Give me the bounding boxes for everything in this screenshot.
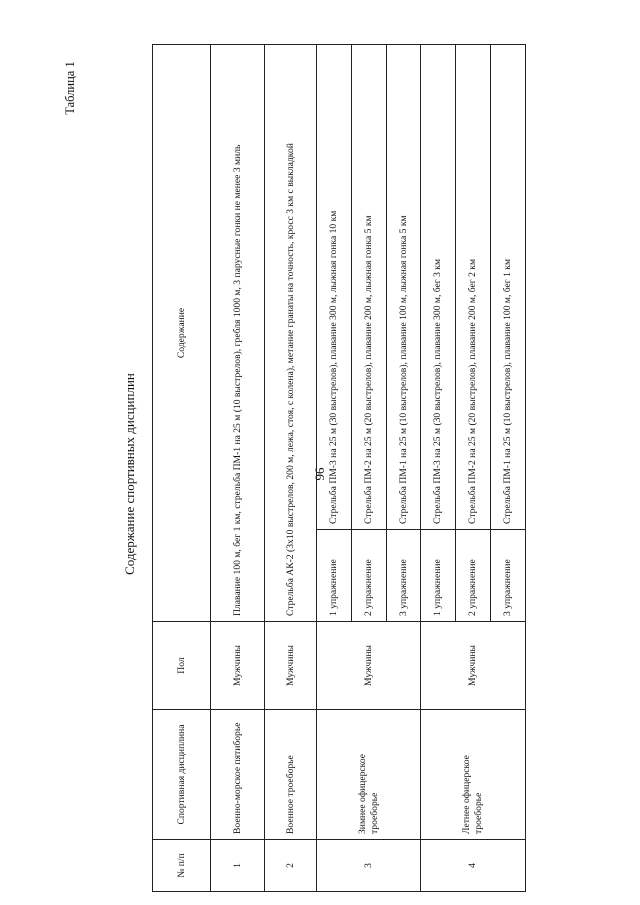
row-number: 2 <box>265 840 317 892</box>
row-discipline: Зимнее офицерское троеборье <box>317 710 421 840</box>
row-sex: Мужчины <box>211 622 265 710</box>
document-title: Содержание спортивных дисциплин <box>122 373 137 575</box>
table-row <box>265 45 317 892</box>
table-row <box>211 45 265 892</box>
row-number: 3 <box>317 840 421 892</box>
exercise-content: Стрельба ПМ-1 на 25 м (10 выстрелов), плавание 100 м, бег 1 км <box>491 45 526 530</box>
row-discipline: Летнее офицерское троеборье <box>421 710 526 840</box>
table-row <box>317 45 352 892</box>
table-label: Таблица 1 <box>63 61 77 115</box>
exercise-content: Стрельба ПМ-2 на 25 м (20 выстрелов), плавание 200 м, бег 2 км <box>456 45 491 530</box>
table-header-row <box>153 45 211 892</box>
row-content: Стрельба АК-2 (3х10 выстрелов, 200 м, лежа, стоя, с колена), метание гранаты на точность, кросс 3 км с выкладкой <box>265 45 317 622</box>
page-number: 96 <box>312 467 327 481</box>
exercise-name: 2 упражнение <box>456 530 491 622</box>
row-sex: Мужчины <box>421 622 526 710</box>
exercise-content: Стрельба ПМ-3 на 25 м (30 выстрелов), плавание 300 м, лыжная гонка 10 км <box>317 45 352 530</box>
row-sex: Мужчины <box>317 622 421 710</box>
row-content: Плавание 100 м, бег 1 км, стрельба ПМ-1 на 25 м (10 выстрелов), гребля 1000 м, 3 парусные гонки не менее 3 миль <box>211 45 265 622</box>
disciplines-table-container <box>152 44 526 892</box>
row-number: 4 <box>421 840 526 892</box>
exercise-content: Стрельба ПМ-3 на 25 м (30 выстрелов), плавание 300 м, бег 3 км <box>421 45 456 530</box>
exercise-name: 3 упражнение <box>386 530 421 622</box>
row-number: 1 <box>211 840 265 892</box>
exercise-name: 2 упражнение <box>351 530 386 622</box>
row-discipline: Военно-морское пятиборье <box>211 710 265 840</box>
disciplines-table <box>152 44 526 892</box>
header-discipline: Спортивная дисциплина <box>153 710 211 840</box>
header-sex: Пол <box>153 622 211 710</box>
exercise-content: Стрельба ПМ-1 на 25 м (10 выстрелов), плавание 100 м, лыжная гонка 5 км <box>386 45 421 530</box>
header-number: № п/п <box>153 840 211 892</box>
table-row <box>421 45 456 892</box>
row-discipline: Военное троеборье <box>265 710 317 840</box>
header-content: Содержание <box>153 45 211 622</box>
exercise-content: Стрельба ПМ-2 на 25 м (20 выстрелов), плавание 200 м, лыжная гонка 5 км <box>351 45 386 530</box>
row-sex: Мужчины <box>265 622 317 710</box>
exercise-name: 1 упражнение <box>317 530 352 622</box>
exercise-name: 3 упражнение <box>491 530 526 622</box>
exercise-name: 1 упражнение <box>421 530 456 622</box>
